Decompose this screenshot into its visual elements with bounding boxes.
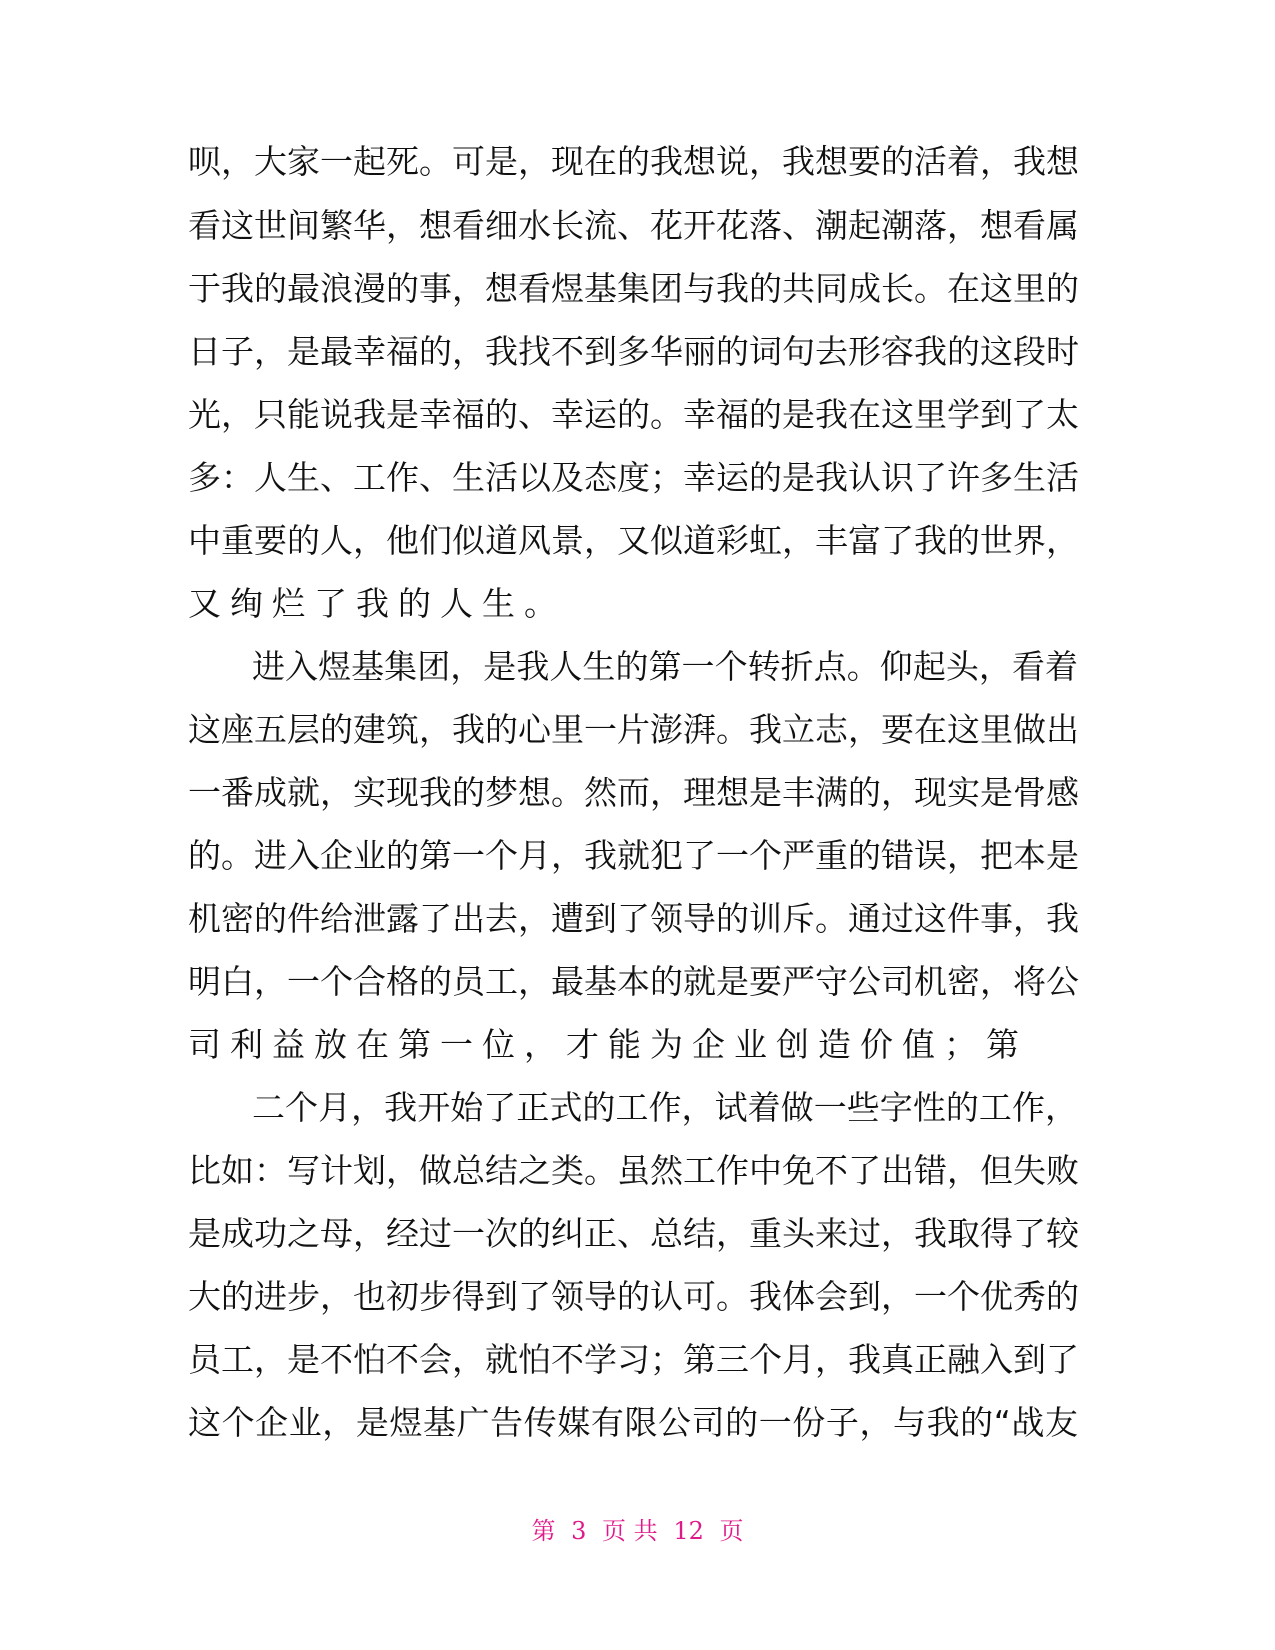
text-line: 一番成就，实现我的梦想。然而，理想是丰满的，现实是骨感 — [188, 773, 1079, 812]
text-line: 的。进入企业的第一个月，我就犯了一个严重的错误，把本是 — [188, 836, 1079, 875]
page-footer — [0, 1516, 1275, 1546]
footer-middle: 页 共 — [602, 1517, 658, 1545]
text-line: 于我的最浪漫的事，想看煜基集团与我的共同成长。在这里的 — [188, 269, 1079, 308]
text-line: 又绚烂了我的人生。 — [188, 584, 566, 623]
footer-prefix: 第 — [531, 1517, 556, 1545]
text-line: 呗，大家一起死。可是，现在的我想说，我想要的活着，我想 — [188, 142, 1079, 181]
paragraph-first-line: 二个月，我开始了正式的工作，试着做一些字性的工作， — [252, 1088, 1078, 1127]
footer-suffix: 页 — [719, 1517, 744, 1545]
current-page-number: 3 — [571, 1517, 587, 1545]
text-line: 这个企业，是煜基广告传媒有限公司的一份子，与我的“战友 — [188, 1403, 1078, 1442]
text-line: 中重要的人，他们似道风景，又似道彩虹，丰富了我的世界， — [188, 521, 1079, 560]
text-line: 日子，是最幸福的，我找不到多华丽的词句去形容我的这段时 — [188, 332, 1079, 371]
text-line: 员工，是不怕不会，就怕不学习；第三个月，我真正融入到了 — [188, 1340, 1079, 1379]
text-line: 大的进步，也初步得到了领导的认可。我体会到，一个优秀的 — [188, 1277, 1079, 1316]
text-line: 多：人生、工作、生活以及态度；幸运的是我认识了许多生活 — [188, 458, 1079, 497]
text-line: 光，只能说我是幸福的、幸运的。幸福的是我在这里学到了太 — [188, 395, 1079, 434]
text-line: 看这世间繁华，想看细水长流、花开花落、潮起潮落，想看属 — [188, 206, 1079, 245]
text-line: 比如：写计划，做总结之类。虽然工作中免不了出错，但失败 — [188, 1151, 1079, 1190]
text-line: 是成功之母，经过一次的纠正、总结，重头来过，我取得了较 — [188, 1214, 1079, 1253]
text-line: 这座五层的建筑，我的心里一片澎湃。我立志，要在这里做出 — [188, 710, 1079, 749]
paragraph-first-line: 进入煜基集团，是我人生的第一个转折点。仰起头，看着 — [252, 647, 1078, 686]
total-pages-number: 12 — [673, 1517, 704, 1545]
text-line: 司利益放在第一位，才能为企业创造价值；第 — [188, 1025, 1028, 1064]
text-line: 明白，一个合格的员工，最基本的就是要严守公司机密，将公 — [188, 962, 1079, 1001]
text-line: 机密的件给泄露了出去，遭到了领导的训斥。通过这件事，我 — [188, 899, 1079, 938]
